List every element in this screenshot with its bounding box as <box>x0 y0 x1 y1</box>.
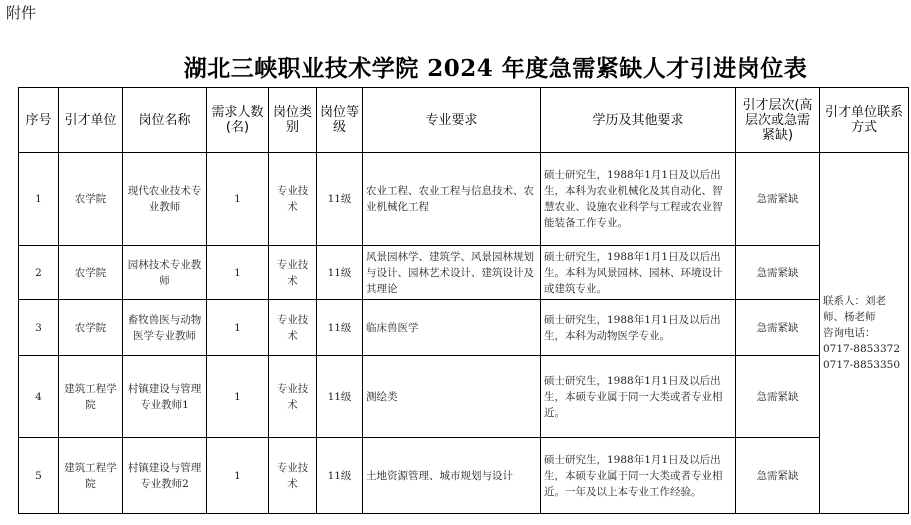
cell-unit: 农学院 <box>59 300 123 356</box>
col-header-major: 专业要求 <box>363 88 541 153</box>
table-row <box>19 438 909 514</box>
col-header-position: 岗位名称 <box>123 88 207 153</box>
cell-position: 村镇建设与管理专业教师2 <box>123 438 207 514</box>
col-header-unit: 引才单位 <box>59 88 123 153</box>
cell-no: 1 <box>19 153 59 246</box>
cell-level: 11级 <box>317 438 363 514</box>
attachment-label: 附件 <box>6 4 37 22</box>
cell-education: 硕士研究生，1988年1月1日及以后出生，本科为农业机械化及其自动化、智慧农业、设施农业科学与工程或农业智能装备工作专业。 <box>541 153 736 246</box>
cell-no: 3 <box>19 300 59 356</box>
table-row <box>19 153 909 246</box>
col-header-level: 岗位等级 <box>317 88 363 153</box>
table-row <box>19 246 909 300</box>
cell-no: 4 <box>19 356 59 438</box>
cell-position: 村镇建设与管理专业教师1 <box>123 356 207 438</box>
cell-position: 现代农业技术专业教师 <box>123 153 207 246</box>
cell-major: 风景园林学、建筑学、风景园林规划与设计、园林艺术设计、建筑设计及其理论 <box>363 246 541 300</box>
cell-major: 临床兽医学 <box>363 300 541 356</box>
cell-unit: 农学院 <box>59 246 123 300</box>
cell-education: 硕士研究生，1988年1月1日及以后出生。本科为风景园林、园林、环境设计或建筑专业。 <box>541 246 736 300</box>
table-header-row <box>19 88 909 153</box>
cell-tier: 急需紧缺 <box>736 356 820 438</box>
cell-category: 专业技术 <box>269 246 317 300</box>
cell-level: 11级 <box>317 153 363 246</box>
col-header-contact: 引才单位联系方式 <box>820 88 909 153</box>
col-header-category: 岗位类别 <box>269 88 317 153</box>
contact-phone-label: 咨询电话： <box>823 327 876 339</box>
cell-position: 畜牧兽医与动物医学专业教师 <box>123 300 207 356</box>
contact-person: 联系人：刘老师、杨老师 <box>823 295 886 323</box>
cell-level: 11级 <box>317 300 363 356</box>
cell-unit: 建筑工程学院 <box>59 438 123 514</box>
cell-level: 11级 <box>317 356 363 438</box>
cell-unit: 农学院 <box>59 153 123 246</box>
cell-count: 1 <box>207 153 269 246</box>
cell-count: 1 <box>207 438 269 514</box>
contact-phone-2: 0717-8853350 <box>823 359 901 371</box>
cell-tier: 急需紧缺 <box>736 246 820 300</box>
cell-education: 硕士研究生，1988年1月1日及以后出生，本科为动物医学专业。 <box>541 300 736 356</box>
contact-phone-1: 0717-8853372 <box>823 343 901 355</box>
cell-education: 硕士研究生，1988年1月1日及以后出生，本硕专业属于同一大类或者专业相近。一年及以上本专业工作经验。 <box>541 438 736 514</box>
cell-level: 11级 <box>317 246 363 300</box>
cell-tier: 急需紧缺 <box>736 300 820 356</box>
cell-category: 专业技术 <box>269 438 317 514</box>
table-row <box>19 356 909 438</box>
page-title: 湖北三峡职业技术学院 2024 年度急需紧缺人才引进岗位表 <box>183 55 808 82</box>
cell-tier: 急需紧缺 <box>736 438 820 514</box>
table-row <box>19 300 909 356</box>
col-header-education: 学历及其他要求 <box>541 88 736 153</box>
cell-position: 园林技术专业教师 <box>123 246 207 300</box>
cell-category: 专业技术 <box>269 300 317 356</box>
cell-no: 2 <box>19 246 59 300</box>
cell-contact <box>820 153 909 514</box>
col-header-count: 需求人数(名) <box>207 88 269 153</box>
cell-category: 专业技术 <box>269 153 317 246</box>
cell-major: 测绘类 <box>363 356 541 438</box>
cell-tier: 急需紧缺 <box>736 153 820 246</box>
cell-no: 5 <box>19 438 59 514</box>
col-header-tier: 引才层次(高层次或急需紧缺) <box>736 88 820 153</box>
positions-table <box>18 87 909 514</box>
cell-education: 硕士研究生，1988年1月1日及以后出生，本硕专业属于同一大类或者专业相近。 <box>541 356 736 438</box>
cell-count: 1 <box>207 356 269 438</box>
cell-count: 1 <box>207 300 269 356</box>
cell-count: 1 <box>207 246 269 300</box>
cell-major: 农业工程、农业工程与信息技术、农业机械化工程 <box>363 153 541 246</box>
cell-category: 专业技术 <box>269 356 317 438</box>
cell-unit: 建筑工程学院 <box>59 356 123 438</box>
col-header-no: 序号 <box>19 88 59 153</box>
cell-major: 土地资源管理、城市规划与设计 <box>363 438 541 514</box>
